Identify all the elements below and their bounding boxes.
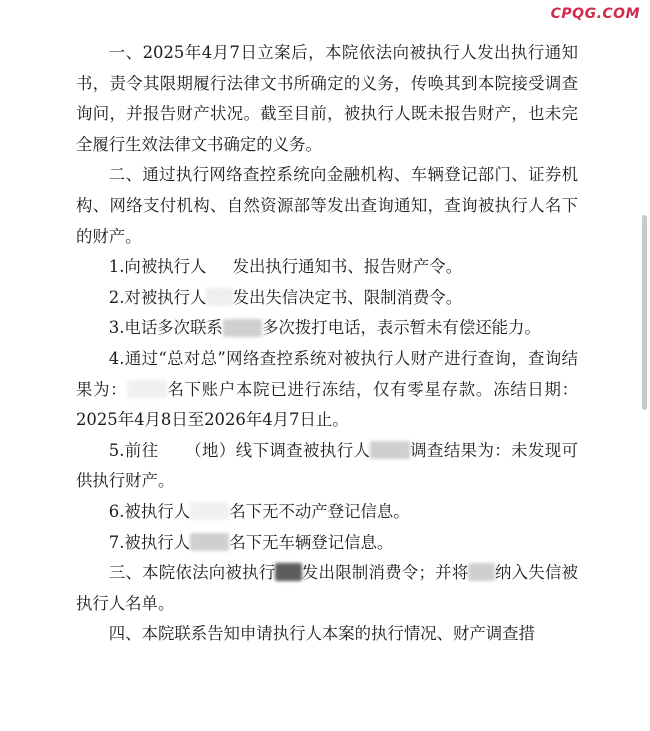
redaction-mark	[190, 533, 229, 551]
item-6-text-a: 6.被执行人	[108, 501, 190, 521]
item-4-text-b: 名下账户本院已进行冻结，仅有零星存款。冻结日期：2025年4月8日至2026年4月7日止。	[76, 379, 579, 430]
item-5-text-b: （地）线下调查被执行人	[184, 440, 371, 460]
item-4-text-a: 4.通过“总对总”网络查控系统对被执行人财产进行查询，查询结果为：	[76, 348, 578, 399]
item-7-text-a: 7.被执行人	[108, 532, 190, 552]
item-3-text-b: 多次拨打电话，表示暂未有偿还能力。	[262, 318, 541, 338]
paragraph-3	[76, 558, 578, 619]
list-item-6	[76, 497, 578, 528]
item-1-text-b: 发出执行通知书、报告财产令。	[232, 257, 463, 277]
list-item-1	[76, 252, 578, 283]
paragraph-3-text-b: 发出限制消费令；并将	[301, 563, 469, 583]
paragraph-1: 一、2025年4月7日立案后，本院依法向被执行人发出执行通知书，责令其限期履行法律文书所确定的义务，传唤其到本院接受调查询问，并报告财产状况。截至目前，被执行人既未报告财产，也未完全履行生效法律文书确定的义务。	[76, 43, 578, 154]
item-2-text-a: 2.对被执行人	[108, 287, 207, 307]
item-7-text-b: 名下无车辆登记信息。	[229, 532, 394, 552]
paragraph-3-text-a: 三、本院依法向被执行	[108, 563, 276, 583]
paragraph-3-text-c: 纳入失信被执行人名单。	[76, 563, 579, 613]
item-5-text-c: 调查结果为：未发现可供执行财产。	[76, 440, 579, 491]
redaction-mark	[127, 380, 166, 398]
item-5-text-a: 5.前往	[108, 440, 159, 460]
document-body	[76, 38, 578, 650]
item-2-text-b: 发出失信决定书、限制消费令。	[232, 287, 463, 307]
list-item-7	[76, 528, 578, 559]
vertical-scrollbar[interactable]	[642, 215, 647, 410]
redaction-mark	[468, 563, 494, 581]
redaction-mark	[190, 502, 229, 520]
list-item-5	[76, 436, 578, 497]
redaction-mark	[370, 441, 409, 459]
paragraph-2: 二、通过执行网络查控系统向金融机构、车辆登记部门、证券机构、网络支付机构、自然资源部等发出查询通知，查询被执行人名下的财产。	[76, 165, 578, 246]
site-watermark: CPQG.COM	[550, 6, 640, 22]
list-item-2	[76, 283, 578, 314]
item-6-text-b: 名下无不动产登记信息。	[229, 501, 410, 521]
list-item-3	[76, 313, 578, 344]
item-3-text-a: 3.电话多次联系	[108, 318, 223, 338]
item-1-text-a: 1.向被执行人	[108, 257, 207, 277]
redaction-mark	[275, 563, 301, 581]
redaction-mark	[223, 319, 262, 337]
redaction-mark	[206, 288, 232, 306]
list-item-4	[76, 344, 578, 436]
paragraph-4: 四、本院联系告知申请执行人本案的执行情况、财产调查措	[108, 624, 535, 644]
